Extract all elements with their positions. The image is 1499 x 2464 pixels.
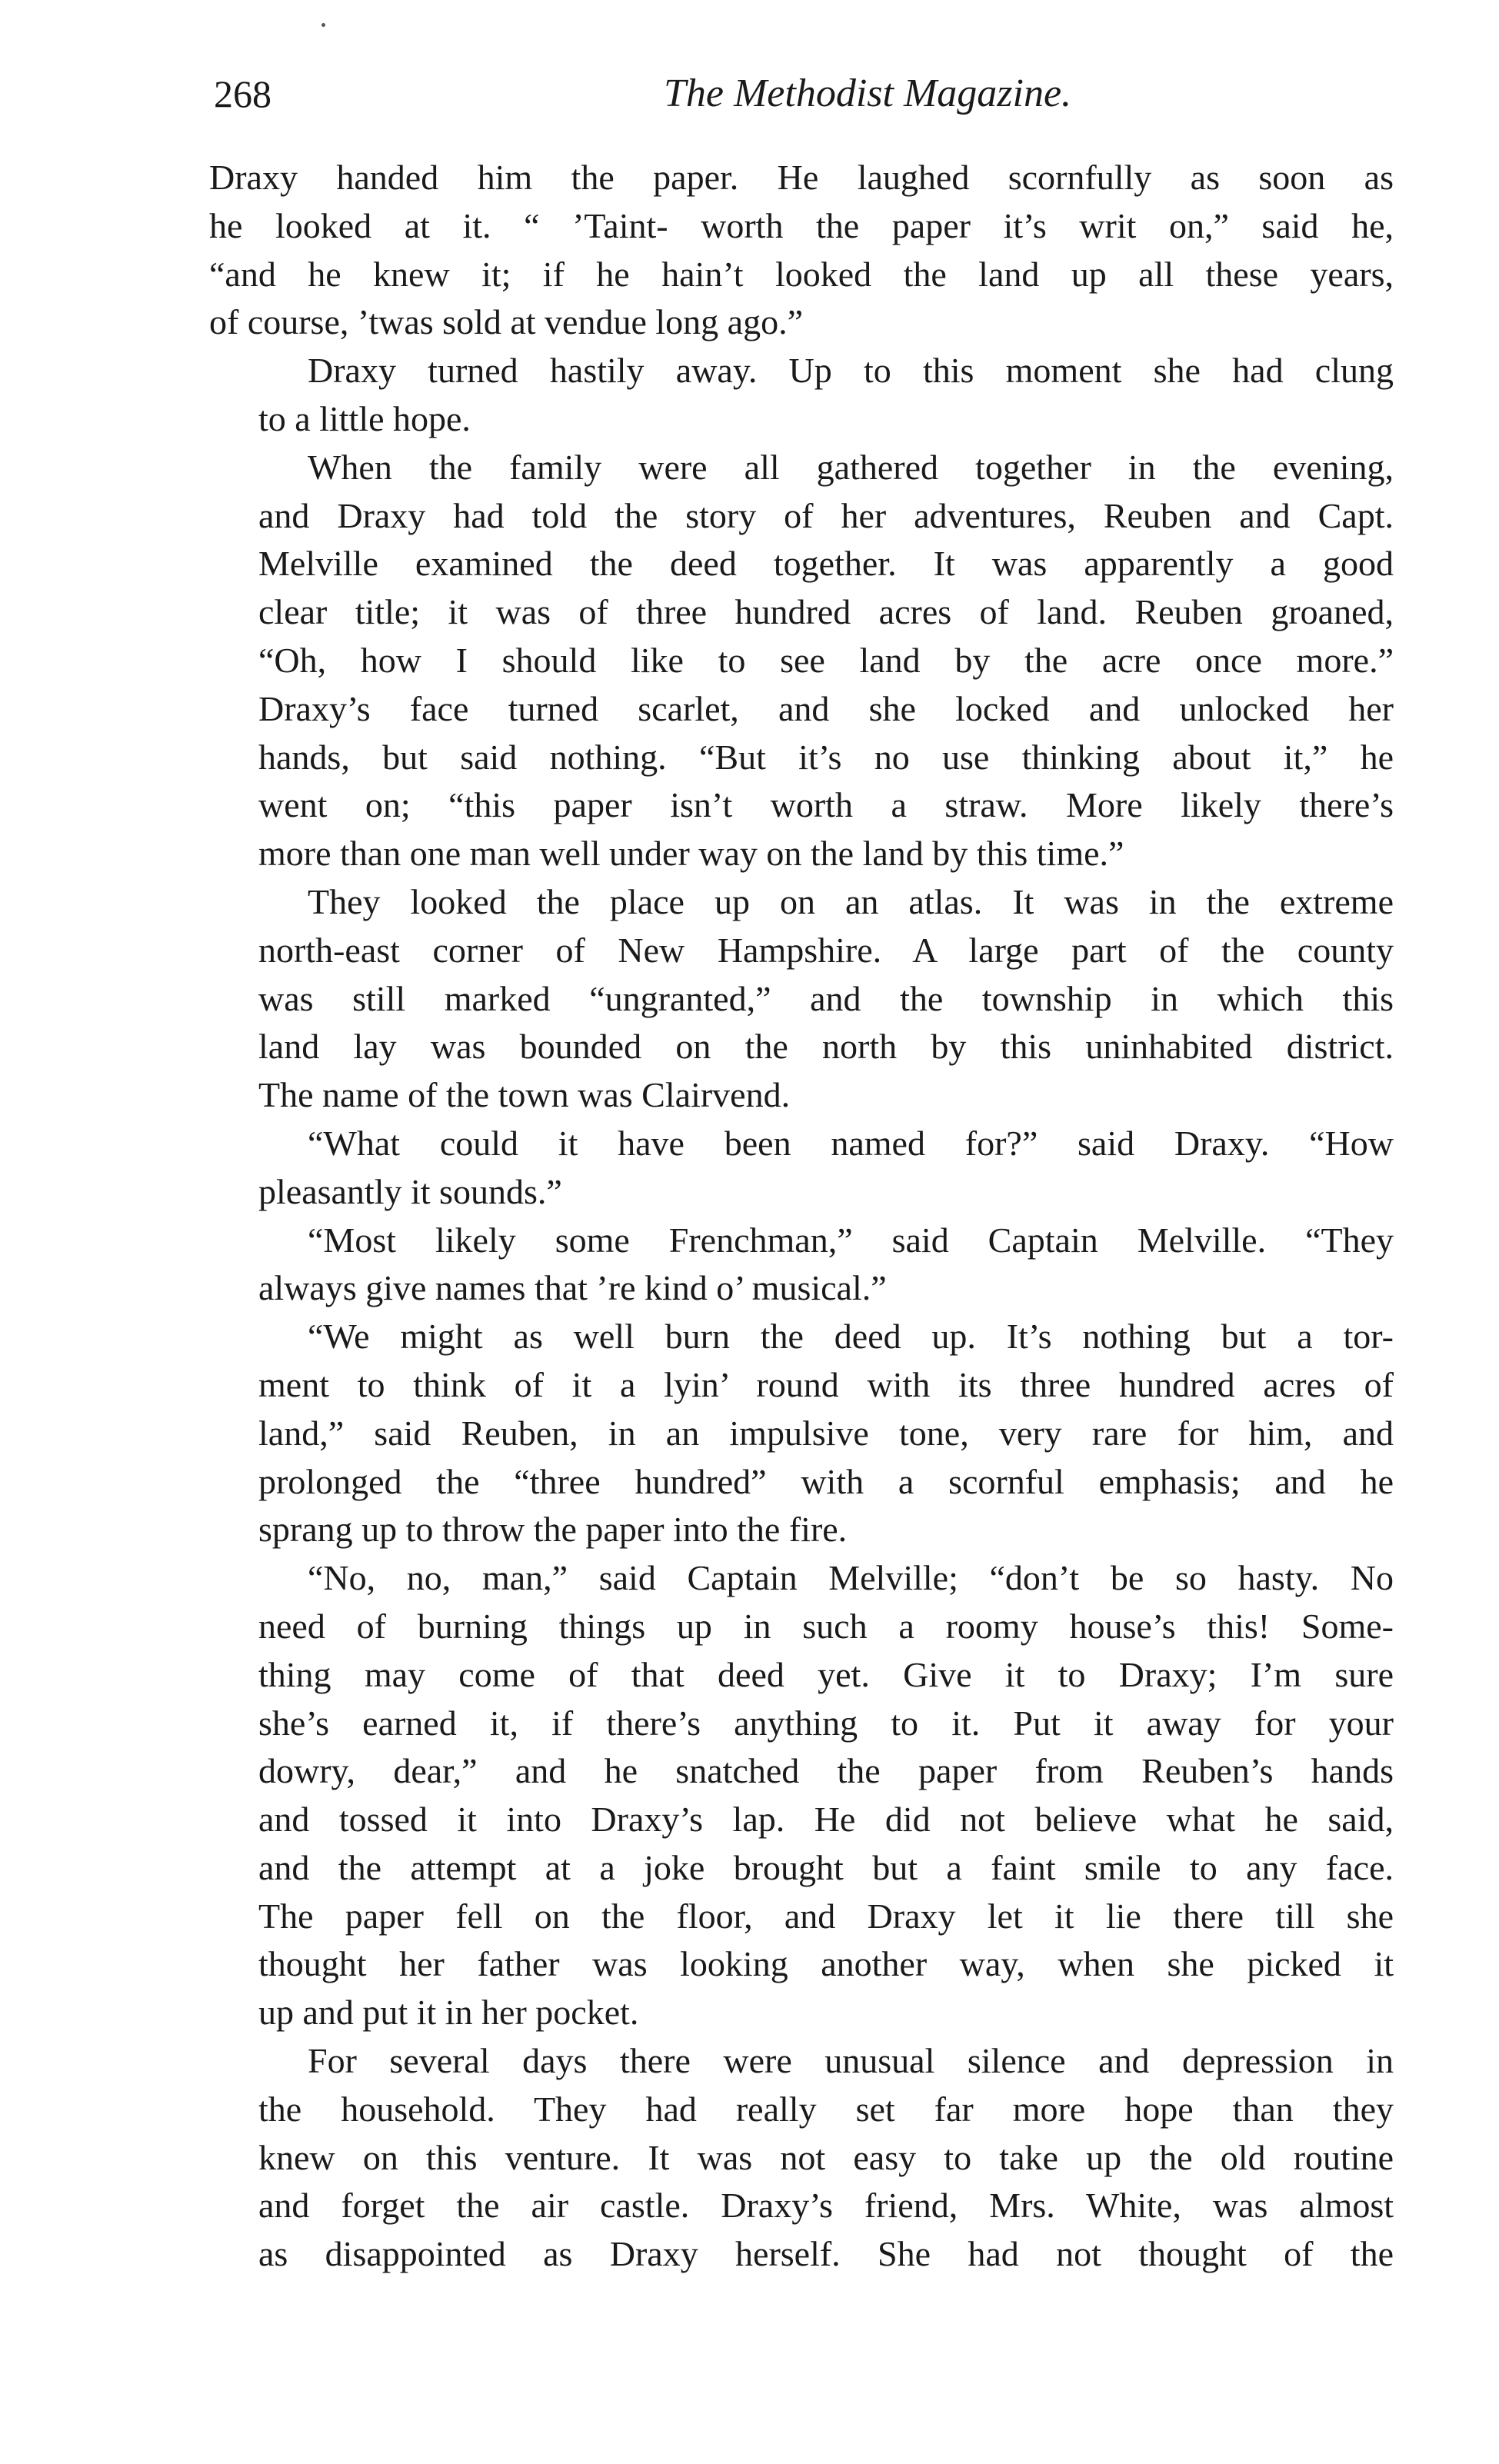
text-line: Draxy handed him the paper. He laughed scornfully as soon as <box>209 158 1394 197</box>
text-line: “We might as well burn the deed up. It’s nothing but a tor- <box>308 1317 1394 1357</box>
text-line: went on; “this paper isn’t worth a straw. More likely there’s <box>258 785 1394 825</box>
paragraph <box>209 1554 1394 2037</box>
text-line: sprang up to throw the paper into the fire. <box>258 1510 848 1550</box>
text-line: land lay was bounded on the north by this uninhabited district. <box>258 1027 1394 1067</box>
stray-ink-mark <box>321 23 325 27</box>
text-line: “Most likely some Frenchman,” said Captain Melville. “They <box>308 1220 1394 1260</box>
paragraph <box>209 2037 1394 2279</box>
text-line: The name of the town was Clairvend. <box>258 1075 791 1115</box>
text-line: “No, no, man,” said Captain Melville; “don’t be so hasty. No <box>308 1558 1394 1598</box>
text-line: Melville examined the deed together. It was apparently a good <box>258 544 1394 584</box>
paragraph <box>209 1217 1394 1314</box>
text-line: north-east corner of New Hampshire. A large part of the county <box>258 930 1394 970</box>
text-line: need of burning things up in such a roomy house’s this! Some- <box>258 1606 1394 1646</box>
text-line: land,” said Reuben, in an impulsive tone, very rare for him, and <box>258 1413 1394 1453</box>
text-line: They looked the place up on an atlas. It was in the extreme <box>308 881 1394 921</box>
text-line: dowry, dear,” and he snatched the paper from Reuben’s hands <box>258 1751 1394 1791</box>
text-line: and the attempt at a joke brought but a faint smile to any face. <box>258 1847 1394 1887</box>
paragraph <box>209 444 1394 878</box>
paragraph <box>209 1313 1394 1554</box>
text-line: up and put it in her pocket. <box>258 1993 639 2033</box>
text-line: thing may come of that deed yet. Give it to Draxy; I’m sure <box>258 1654 1394 1694</box>
paragraph <box>209 347 1394 444</box>
text-line: When the family were all gathered together in the evening, <box>308 447 1394 487</box>
text-line: The paper fell on the floor, and Draxy let it lie there till she <box>258 1896 1394 1936</box>
text-line: as disappointed as Draxy herself. She had not thought of the <box>258 2234 1394 2274</box>
text-line: and forget the air castle. Draxy’s friend, Mrs. White, was almost <box>258 2186 1394 2226</box>
text-line: always give names that ’re kind o’ musical.” <box>258 1268 887 1308</box>
page-header <box>214 63 1391 125</box>
text-line: more than one man well under way on the land by this time.” <box>258 834 1124 874</box>
text-line: hands, but said nothing. “But it’s no use thinking about it,” he <box>258 737 1394 777</box>
text-line: was still marked “ungranted,” and the township in which this <box>258 978 1394 1018</box>
text-line: and tossed it into Draxy’s lap. He did not believe what he said, <box>258 1800 1394 1840</box>
text-line: “and he knew it; if he hain’t looked the land up all these years, <box>209 254 1394 294</box>
text-line: and Draxy had told the story of her adventures, Reuben and Capt. <box>258 495 1394 535</box>
paragraph <box>209 154 1394 347</box>
text-line: pleasantly it sounds.” <box>258 1171 562 1211</box>
text-line: to a little hope. <box>258 398 471 438</box>
text-line: prolonged the “three hundred” with a scornful emphasis; and he <box>258 1461 1394 1501</box>
text-line: “Oh, how I should like to see land by the acre once more.” <box>258 640 1394 680</box>
text-line: she’s earned it, if there’s anything to it. Put it away for your <box>258 1703 1394 1743</box>
body-text <box>209 154 1394 2279</box>
text-line: clear title; it was of three hundred acres of land. Reuben groaned, <box>258 592 1394 632</box>
text-line: Draxy turned hastily away. Up to this moment she had clung <box>308 351 1394 391</box>
text-line: he looked at it. “ ’Taint- worth the paper it’s writ on,” said he, <box>209 205 1394 245</box>
text-line: ment to think of it a lyin’ round with its three hundred acres of <box>258 1364 1394 1404</box>
paragraph <box>209 878 1394 1120</box>
text-line: thought her father was looking another way, when she picked it <box>258 1944 1394 1984</box>
page-number: 268 <box>214 72 271 115</box>
paragraph <box>209 1120 1394 1217</box>
text-line: the household. They had really set far more hope than they <box>258 2089 1394 2129</box>
text-line: Draxy’s face turned scarlet, and she locked and unlocked her <box>258 688 1394 728</box>
text-line: For several days there were unusual silence and depression in <box>308 2041 1394 2081</box>
text-line: knew on this venture. It was not easy to take up the old routine <box>258 2137 1394 2177</box>
text-line: of course, ’twas sold at vendue long ago.” <box>209 302 804 342</box>
running-title: The Methodist Magazine. <box>663 72 1072 115</box>
text-line: “What could it have been named for?” said Draxy. “How <box>308 1123 1394 1163</box>
